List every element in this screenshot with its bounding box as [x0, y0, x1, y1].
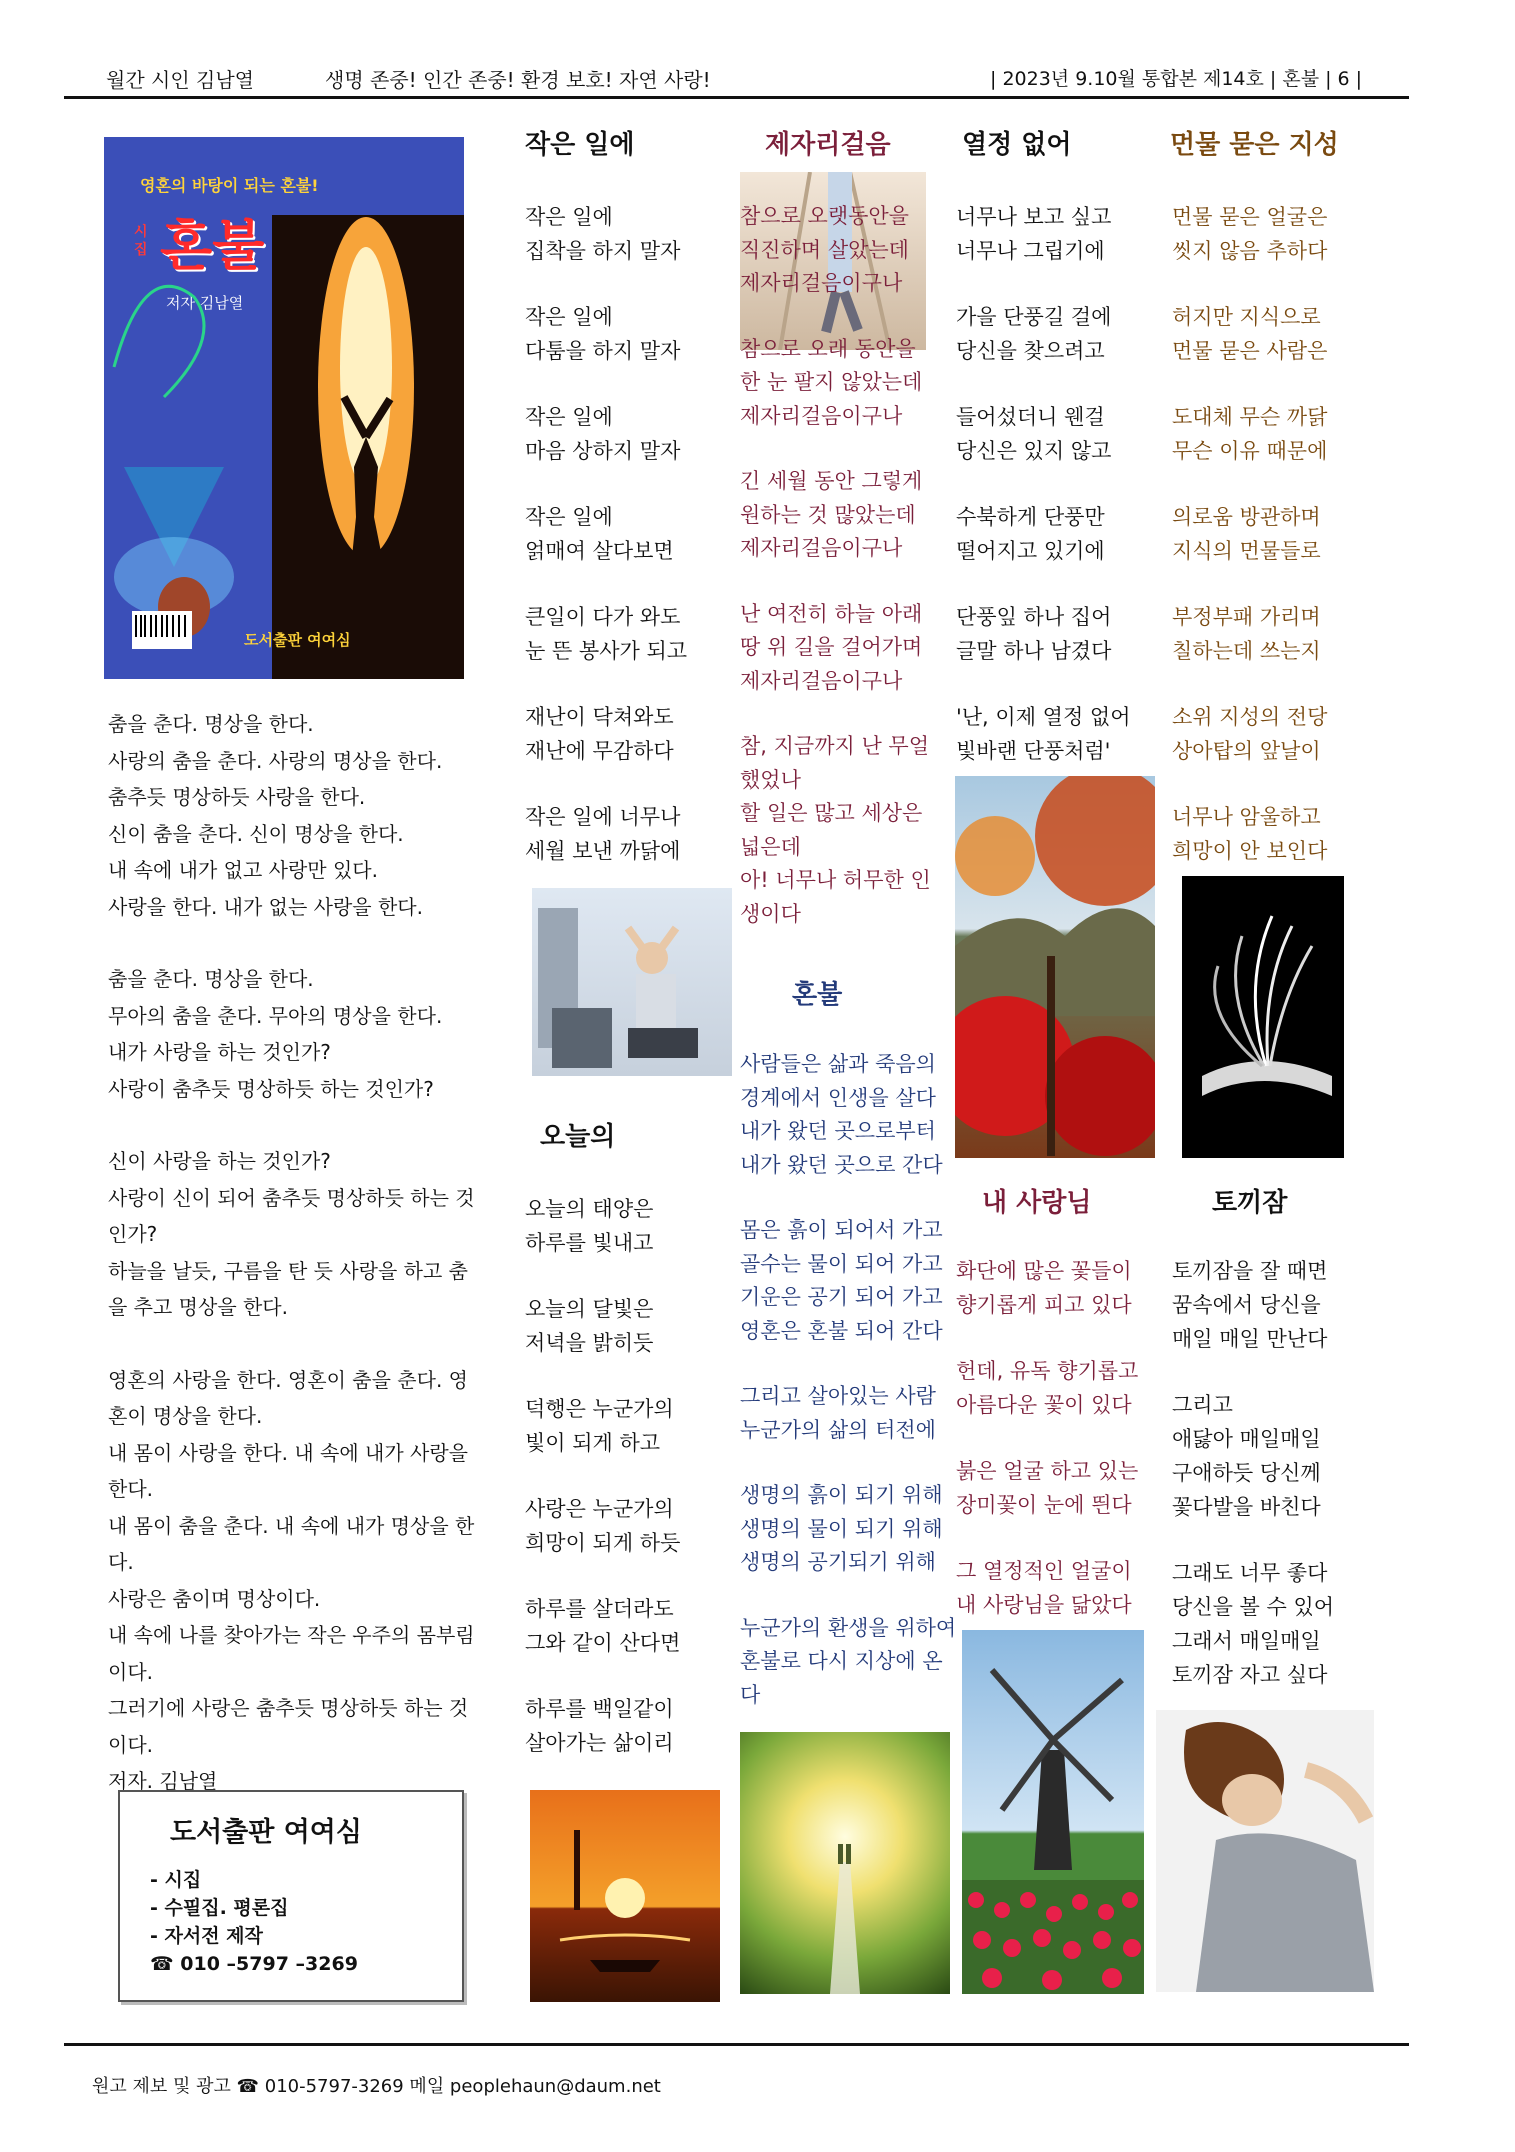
poem-stanza	[740, 333, 950, 434]
poem-stanza	[956, 600, 1166, 668]
poem-stanza	[525, 200, 725, 268]
poem-line: 아름다운 꽃이 있다	[956, 1393, 1132, 1417]
poem-line: 하루를 살더라도	[525, 1597, 674, 1621]
poem-line: 재난이 닥쳐와도	[525, 705, 674, 729]
poem-line: 당신을 볼 수 있어	[1172, 1595, 1335, 1619]
poem-stanza	[740, 1479, 950, 1580]
poem-line: 오늘의 달빛은	[525, 1297, 654, 1321]
poem-line: 빛이 되게 하고	[525, 1431, 661, 1455]
poem-line: 당신을 찾으려고	[956, 339, 1105, 363]
poem-line: 재난에 무감하다	[525, 739, 674, 763]
poem-line: 먼물 묻은 얼굴은	[1172, 205, 1328, 229]
poem-stanza	[1172, 800, 1382, 868]
poem-dusty-knowledge	[1172, 200, 1382, 900]
poem-line: 생명의 물이 되기 위해	[740, 1516, 943, 1541]
poem-line: 떨어지고 있기에	[956, 539, 1105, 563]
poem-line: 사랑은 누군가의	[525, 1497, 674, 1521]
poem-line: 난 여전히 하늘 아래	[740, 601, 923, 626]
footer-rule	[64, 2043, 1409, 2046]
essay-line: 그러기에 사랑은 춤추듯 명상하듯 하는 것이다.	[108, 1696, 469, 1757]
poem-stanza	[740, 730, 950, 931]
poem-my-love	[956, 1254, 1166, 1654]
windmill-tulip-image	[962, 1630, 1144, 1994]
poem-line: 경계에서 인생을 살다	[740, 1085, 936, 1110]
poem-line: 소위 지성의 전당	[1172, 705, 1328, 729]
essay-author: 저자. 김남열	[108, 1769, 218, 1793]
poem-line: 씻지 않음 추하다	[1172, 239, 1328, 263]
poem-walking-in-place	[740, 200, 950, 963]
header-rule	[64, 96, 1409, 99]
publisher-item: - 수필집. 평론집	[150, 1897, 289, 1919]
poem-line: 가을 단풍길 걸에	[956, 305, 1112, 329]
cover-author: 저자 김남열	[166, 294, 244, 312]
poem-line: 제자리걸음이구나	[740, 536, 903, 560]
poem-line: 생명의 공기되기 위해	[740, 1550, 936, 1574]
poem-title-walking-in-place: 제자리걸음	[765, 130, 891, 160]
cover-top-text: 영혼의 바탕이 되는 혼불!	[140, 176, 319, 195]
poem-line: 사람들은 삶과 죽음의	[740, 1052, 936, 1076]
poem-line: 다툼을 하지 말자	[525, 339, 681, 363]
poem-line: 제자리걸음이구나	[740, 271, 903, 295]
poem-stanza	[740, 1214, 950, 1348]
poem-small-things	[525, 200, 725, 900]
poem-line: 그 열정적인 얼굴이	[956, 1559, 1132, 1583]
poem-line: 제자리걸음이구나	[740, 403, 903, 428]
poem-line: 참으로 오래 동안을	[740, 336, 916, 361]
poem-line: 누군가의 삶의 터전에	[740, 1417, 936, 1442]
poem-stanza	[525, 700, 725, 768]
poem-line: 작은 일에	[525, 505, 613, 529]
essay-line: 신이 사랑을 하는 것인가?	[108, 1149, 331, 1173]
poem-stanza	[525, 1192, 725, 1260]
poem-title-small-things: 작은 일에	[525, 130, 635, 160]
poem-line: 수북하게 단풍만	[956, 505, 1105, 529]
essay-line: 영혼의 사랑을 한다. 영혼이 춤을 춘다. 영혼이 명상을 한다.	[108, 1367, 468, 1428]
footer-contact: 원고 제보 및 광고 ☎ 010-5797-3269 메일 peoplehaun@daum.net	[92, 2076, 661, 2097]
poem-stanza	[740, 1048, 950, 1182]
essay-line: 신이 춤을 춘다. 신이 명상을 한다.	[108, 821, 404, 846]
essay-line: 사랑을 한다. 내가 없는 사랑을 한다.	[108, 894, 423, 919]
poem-line: 몸은 흙이 되어서 가고	[740, 1218, 943, 1242]
poem-stanza	[740, 465, 950, 566]
essay-line: 내 속에 내가 없고 사랑만 있다.	[108, 858, 378, 882]
poem-stanza	[525, 300, 725, 368]
essay-line: 춤을 춘다. 명상을 한다.	[108, 712, 314, 736]
poem-line: 한 눈 팔지 않았는데	[740, 370, 923, 394]
cover-series: 시집	[134, 224, 148, 258]
poem-line: 의로움 방관하며	[1172, 505, 1321, 529]
cover-art	[104, 137, 464, 679]
poem-line: 화단에 많은 꽃들이	[956, 1259, 1132, 1283]
poem-stanza	[956, 1454, 1166, 1522]
poem-line: 당신은 있지 않고	[956, 439, 1112, 463]
poem-line: 작은 일에	[525, 205, 613, 229]
essay-line: 사랑은 춤이며 명상이다.	[108, 1586, 321, 1611]
poem-nap	[1172, 1254, 1382, 1724]
poem-line: 작은 일에 너무나	[525, 805, 681, 829]
poem-line: 제자리걸음이구나	[740, 668, 903, 693]
issue-info: | 2023년 9.10월 통합본 제14호 | 혼불 | 6 |	[990, 68, 1363, 90]
autumn-landscape-image	[955, 776, 1155, 1158]
poem-line: 하루를 빛내고	[525, 1231, 654, 1255]
poem-line: 생명의 흙이 되기 위해	[740, 1483, 943, 1507]
poem-line: 구애하듯 당신께	[1172, 1461, 1321, 1485]
poem-line: 토끼잠 자고 싶다	[1172, 1663, 1328, 1687]
poem-line: 골수는 물이 되어 가고	[740, 1251, 943, 1276]
poem-stanza	[1172, 500, 1382, 568]
poem-line: 저녁을 밝히듯	[525, 1331, 654, 1355]
poem-line: 덕행은 누군가의	[525, 1397, 674, 1421]
essay-line: 내 속에 나를 찾아가는 작은 우주의 몸부림이다.	[108, 1623, 475, 1684]
publisher-box	[118, 1790, 464, 2002]
poem-line: 장미꽃이 눈에 띈다	[956, 1493, 1132, 1517]
poem-title-dusty-knowledge: 먼물 묻은 지성	[1170, 130, 1339, 160]
poem-stanza	[740, 598, 950, 699]
open-book-image	[1182, 876, 1344, 1158]
poem-line: 하루를 백일같이	[525, 1697, 674, 1721]
poem-line: 상아탑의 앞날이	[1172, 739, 1321, 763]
poem-line: 작은 일에	[525, 405, 613, 429]
poem-line: 너무나 보고 싶고	[956, 205, 1112, 229]
poem-line: 큰일이 다가 와도	[525, 605, 681, 629]
poem-stanza	[1172, 1556, 1382, 1692]
poem-line: 누군가의 환생을 위하여	[740, 1615, 957, 1640]
poem-line: 단풍잎 하나 집어	[956, 605, 1112, 629]
poem-honbul	[740, 1048, 957, 1744]
poem-line: 참, 지금까지 난 무얼 했었나	[740, 734, 929, 792]
poem-line: 작은 일에	[525, 305, 613, 329]
poem-line: 그와 같이 산다면	[525, 1631, 681, 1655]
poem-stanza	[1172, 1254, 1382, 1356]
poem-stanza	[956, 300, 1166, 368]
poem-line: 눈 뜬 봉사가 되고	[525, 639, 688, 663]
poem-line: 들어섰더니 웬걸	[956, 405, 1105, 429]
poem-stanza	[525, 1592, 725, 1660]
poem-stanza	[525, 600, 725, 668]
poem-stanza	[1172, 300, 1382, 368]
cover-publisher: 도서출판 여여심	[244, 631, 351, 649]
poem-stanza	[525, 1692, 725, 1760]
poem-line: 내 사랑님을 닮았다	[956, 1593, 1132, 1617]
poem-line: 참으로 오랫동안을	[740, 204, 909, 228]
essay-line: 사랑이 춤추듯 명상하듯 하는 것인가?	[108, 1076, 434, 1101]
essay-line: 춤을 춘다. 명상을 한다.	[108, 967, 314, 991]
poem-line: 도대체 무슨 까닭	[1172, 405, 1328, 429]
publisher-item: - 시집	[150, 1869, 202, 1891]
poem-line: 원하는 것 많았는데	[740, 502, 916, 527]
poem-line: 칠하는데 쓰는지	[1172, 639, 1321, 663]
poem-stanza	[956, 1554, 1166, 1622]
essay-line: 사랑이 신이 되어 춤추듯 명상하듯 하는 것인가?	[108, 1185, 475, 1246]
poem-title-honbul: 혼불	[792, 980, 843, 1010]
poem-stanza	[956, 1254, 1166, 1322]
poem-stanza	[1172, 600, 1382, 668]
poem-line: 마음 상하지 말자	[525, 439, 681, 463]
sunset-image	[530, 1790, 720, 2002]
publisher-box-title: 도서출판 여여심	[170, 1817, 362, 1848]
poem-line: 긴 세월 동안 그렇게	[740, 469, 923, 493]
essay-line: 춤추듯 명상하듯 사랑을 한다.	[108, 785, 366, 809]
poem-stanza	[525, 400, 725, 468]
poem-line: 지식의 먼물들로	[1172, 539, 1321, 563]
poem-line: 부정부패 가리며	[1172, 605, 1321, 629]
poem-stanza	[956, 400, 1166, 468]
poem-stanza	[1172, 200, 1382, 268]
publisher-item: - 자서전 제작	[150, 1925, 263, 1947]
poem-line: 너무나 그립기에	[956, 239, 1105, 263]
poem-line: 꽃다발을 바친다	[1172, 1495, 1321, 1519]
poem-line: 빛바랜 단풍처럼'	[956, 739, 1111, 763]
poem-stanza	[956, 700, 1166, 768]
poem-stanza	[525, 500, 725, 568]
essay-line: 내 몸이 사랑을 한다. 내 속에 내가 사랑을 한다.	[108, 1440, 468, 1501]
essay-line: 사랑의 춤을 춘다. 사랑의 명상을 한다.	[108, 748, 443, 773]
publisher-phone: ☎ 010 –5797 –3269	[150, 1953, 358, 1975]
poem-today	[525, 1192, 725, 1792]
poem-line: 할 일은 많고 세상은 넓은데	[740, 801, 923, 859]
poem-stanza	[1172, 700, 1382, 768]
poem-line: 너무나 암울하고	[1172, 805, 1321, 829]
essay	[108, 706, 478, 1800]
cover-title: 혼불	[160, 214, 265, 277]
poem-line: 희망이 되게 하듯	[525, 1531, 681, 1555]
poem-line: 그리고	[1172, 1393, 1233, 1417]
poem-line: '난, 이제 열정 없어	[956, 705, 1131, 729]
book-cover-image	[104, 137, 464, 679]
poem-line: 내가 왔던 곳으로부터	[740, 1119, 936, 1143]
poem-line: 세월 보낸 까닭에	[525, 839, 681, 863]
poem-line: 기운은 공기 되어 가고	[740, 1285, 943, 1309]
poem-title-my-love: 내 사랑님	[982, 1188, 1092, 1218]
office-stretch-image	[532, 888, 732, 1076]
header-slogan: 생명 존중! 인간 존중! 환경 보호! 자연 사랑!	[325, 68, 711, 92]
poem-stanza	[956, 500, 1166, 568]
poem-line: 그래서 매일매일	[1172, 1629, 1321, 1653]
essay-line: 내가 사랑을 하는 것인가?	[108, 1040, 331, 1064]
poem-line: 직진하며 살았는데	[740, 237, 909, 262]
poem-stanza	[956, 200, 1166, 268]
light-tunnel-image	[740, 1732, 950, 1994]
poem-line: 꿈속에서 당신을	[1172, 1293, 1321, 1317]
essay-line: 하늘을 날듯, 구름을 탄 듯 사랑을 하고 춤을 추고 명상을 한다.	[108, 1258, 468, 1319]
poem-line: 희망이 안 보인다	[1172, 839, 1328, 863]
poem-stanza	[1172, 1388, 1382, 1524]
poem-line: 내가 왔던 곳으로 간다	[740, 1152, 943, 1177]
magazine-name: 월간 시인 김남열	[106, 68, 254, 92]
poem-line: 살아가는 삶이리	[525, 1731, 674, 1755]
poem-title-today: 오늘의	[540, 1122, 616, 1152]
poem-line: 집착을 하지 말자	[525, 239, 681, 263]
poem-stanza	[525, 1392, 725, 1460]
poem-line: 그래도 너무 좋다	[1172, 1561, 1328, 1585]
poem-line: 혼불로 다시 지상에 온다	[740, 1649, 943, 1707]
poem-line: 향기롭게 피고 있다	[956, 1293, 1132, 1317]
poem-line: 무슨 이유 때문에	[1172, 439, 1328, 463]
poem-stanza	[525, 1292, 725, 1360]
poem-without-passion	[956, 200, 1166, 800]
poem-stanza	[525, 800, 725, 868]
sleeping-woman-image	[1156, 1710, 1374, 1992]
poem-line: 얽매여 살다보면	[525, 539, 674, 563]
poem-line: 허지만 지식으로	[1172, 305, 1321, 329]
poem-line: 땅 위 길을 걸어가며	[740, 635, 923, 659]
poem-title-without-passion: 열정 없어	[962, 130, 1072, 160]
poem-line: 그리고 살아있는 사람	[740, 1384, 936, 1408]
poem-stanza	[740, 1380, 950, 1447]
poem-title-nap: 토끼잠	[1212, 1188, 1288, 1218]
poem-line: 글말 하나 남겼다	[956, 639, 1112, 663]
poem-line: 매일 매일 만난다	[1172, 1327, 1328, 1351]
poem-stanza	[525, 1492, 725, 1560]
poem-stanza	[740, 200, 950, 301]
essay-line: 무아의 춤을 춘다. 무아의 명상을 한다.	[108, 1003, 443, 1028]
poem-line: 붉은 얼굴 하고 있는	[956, 1459, 1139, 1483]
poem-line: 먼물 묻은 사람은	[1172, 339, 1328, 363]
essay-line: 내 몸이 춤을 춘다. 내 속에 내가 명상을 한다.	[108, 1513, 475, 1574]
poem-line: 영혼은 혼불 되어 간다	[740, 1318, 943, 1343]
poem-stanza	[956, 1354, 1166, 1422]
poem-stanza	[740, 1612, 957, 1713]
poem-line: 애닳아 매일매일	[1172, 1427, 1321, 1451]
poem-line: 오늘의 태양은	[525, 1197, 654, 1221]
poem-line: 헌데, 유독 향기롭고	[956, 1359, 1139, 1383]
poem-stanza	[1172, 400, 1382, 468]
poem-line: 아! 너무나 허무한 인생이다	[740, 868, 931, 926]
poem-line: 토끼잠을 잘 때면	[1172, 1259, 1328, 1283]
